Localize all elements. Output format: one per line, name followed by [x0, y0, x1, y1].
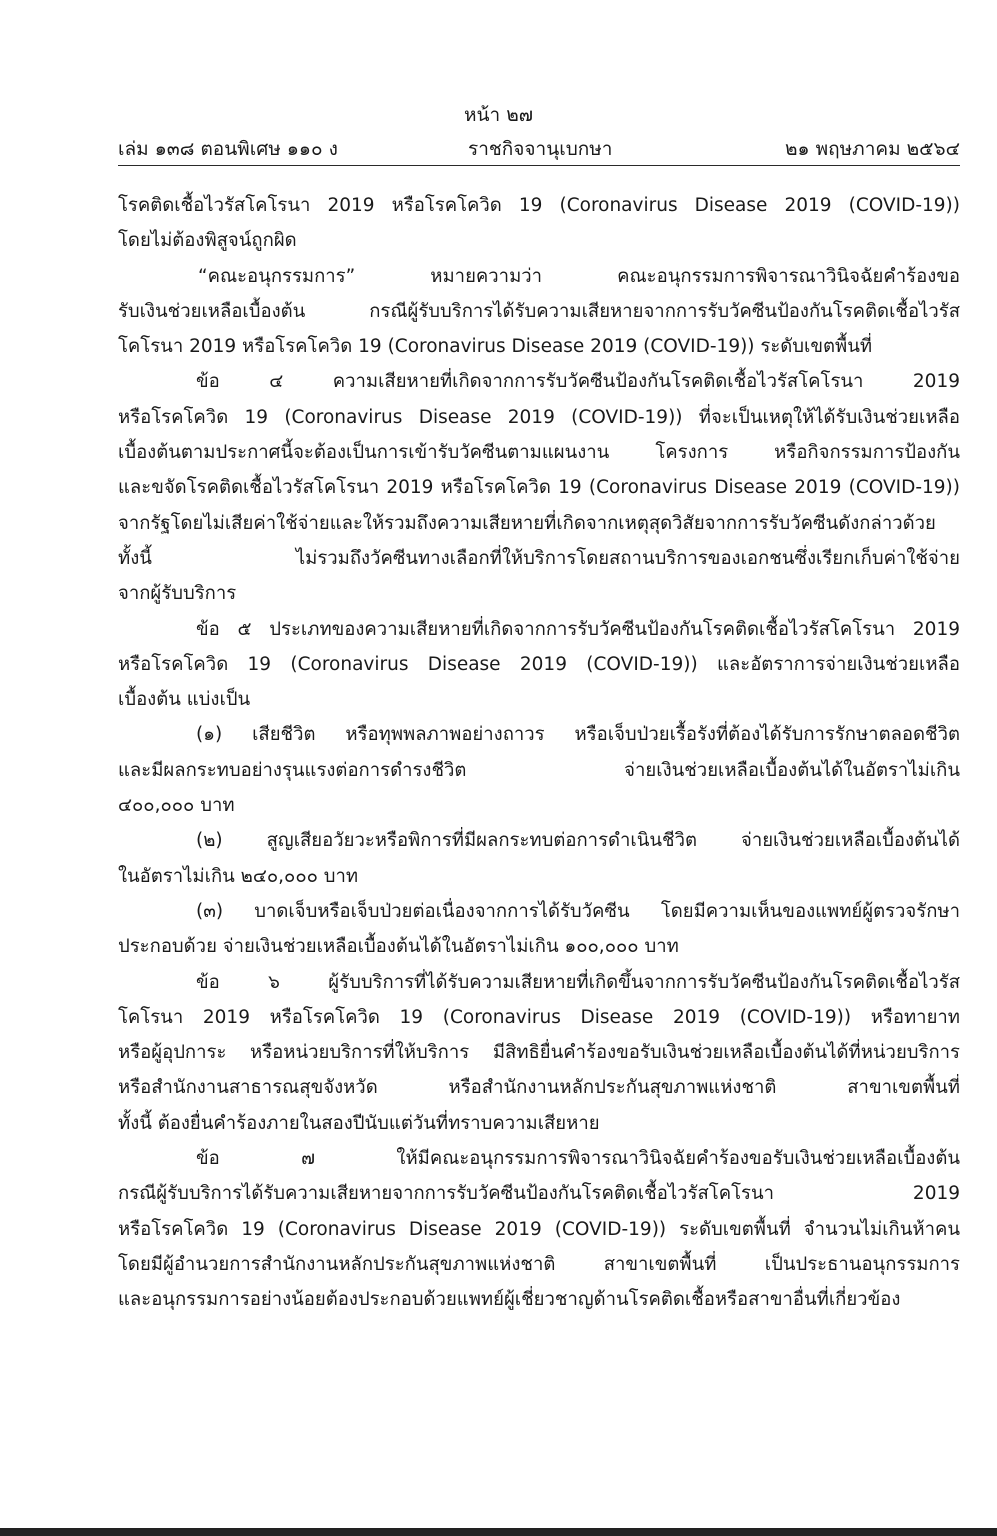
text-line: ประกอบด้วย จ่ายเงินช่วยเหลือเบื้องต้นได้ในอัตราไม่เกิน ๑๐๐,๐๐๐ บาท — [118, 936, 679, 958]
text-line: เบื้องต้นตามประกาศนี้จะต้องเป็นการเข้ารับวัคซีนตามแผนงาน โครงการ หรือกิจกรรมการป้องกัน — [118, 442, 960, 464]
text-line: รับเงินช่วยเหลือเบื้องต้น กรณีผู้รับบริการได้รับความเสียหายจากการรับวัคซีนป้องกันโรคติดเชื้อไวรัส — [118, 300, 960, 322]
header-divider — [118, 165, 960, 166]
text-line: จากรัฐโดยไม่เสียค่าใช้จ่ายและให้รวมถึงความเสียหายที่เกิดจากเหตุสุดวิสัยจากการรับวัคซีนดังกล่าวด้วย — [118, 512, 936, 534]
text-line: หรือสำนักงานสาธารณสุขจังหวัด หรือสำนักงานหลักประกันสุขภาพแห่งชาติ สาขาเขตพื้นที่ — [118, 1077, 960, 1099]
gazette-title: ราชกิจจานุเบกษา — [468, 138, 613, 160]
text-line: โคโรนา 2019 หรือโรคโควิด 19 (Coronavirus Disease 2019 (COVID-19)) หรือทายาท — [118, 1006, 960, 1028]
text-line: โดยมีผู้อำนวยการสำนักงานหลักประกันสุขภาพแห่งชาติ สาขาเขตพื้นที่ เป็นประธานอนุกรรมการ — [118, 1253, 960, 1275]
text-line: โรคติดเชื้อไวรัสโคโรนา 2019 หรือโรคโควิด 19 (Coronavirus Disease 2019 (COVID-19)) — [118, 195, 960, 216]
text-line: หรือโรคโควิด 19 (Coronavirus Disease 2019 (COVID-19)) ระดับเขตพื้นที่ จำนวนไม่เกินห้าคน — [118, 1218, 960, 1240]
text-line: (๓) บาดเจ็บหรือเจ็บป่วยต่อเนื่องจากการได้รับวัคซีน โดยมีความเห็นของแพทย์ผู้ตรวจรักษา — [196, 900, 960, 922]
text-line: โดยไม่ต้องพิสูจน์ถูกผิด — [118, 230, 297, 252]
text-line: ข้อ ๖ ผู้รับบริการที่ได้รับความเสียหายที่เกิดขึ้นจากการรับวัคซีนป้องกันโรคติดเชื้อไวรัส — [196, 971, 960, 993]
text-line: โคโรนา 2019 หรือโรคโควิด 19 (Coronavirus Disease 2019 (COVID-19)) ระดับเขตพื้นที่ — [118, 336, 873, 358]
text-line: เบื้องต้น แบ่งเป็น — [118, 689, 251, 711]
text-line: ทั้งนี้ ต้องยื่นคำร้องภายในสองปีนับแต่วันที่ทราบความเสียหาย — [118, 1112, 600, 1134]
text-line: ๔๐๐,๐๐๐ บาท — [118, 795, 235, 817]
text-line: ข้อ ๕ ประเภทของความเสียหายที่เกิดจากการรับวัคซีนป้องกันโรคติดเชื้อไวรัสโคโรนา 2019 — [196, 618, 960, 640]
text-line: (๒) สูญเสียอวัยวะหรือพิการที่มีผลกระทบต่อการดำเนินชีวิต จ่ายเงินช่วยเหลือเบื้องต้นได้ — [196, 830, 960, 852]
volume-issue: เล่ม ๑๓๘ ตอนพิเศษ ๑๑๐ ง — [118, 138, 338, 160]
scan-edge-shadow — [0, 1528, 997, 1536]
text-line: หรือโรคโควิด 19 (Coronavirus Disease 2019 (COVID-19)) ที่จะเป็นเหตุให้ได้รับเงินช่วยเหลือ — [118, 406, 960, 428]
text-line: หรือผู้อุปการะ หรือหน่วยบริการที่ให้บริการ มีสิทธิยื่นคำร้องขอรับเงินช่วยเหลือเบื้องต้นได้ที่หน่วยบริการ — [118, 1042, 960, 1064]
text-line: และขจัดโรคติดเชื้อไวรัสโคโรนา 2019 หรือโรคโควิด 19 (Coronavirus Disease 2019 (COVID-19)) — [118, 477, 960, 499]
publication-date: ๒๑ พฤษภาคม ๒๕๖๔ — [785, 138, 960, 160]
page-number: หน้า ๒๗ — [463, 104, 534, 126]
text-line: ในอัตราไม่เกิน ๒๔๐,๐๐๐ บาท — [118, 865, 359, 887]
text-line: และอนุกรรมการอย่างน้อยต้องประกอบด้วยแพทย์ผู้เชี่ยวชาญด้านโรคติดเชื้อหรือสาขาอื่นที่เกี่ยวข้อง — [118, 1289, 901, 1311]
text-line: ข้อ ๗ ให้มีคณะอนุกรรมการพิจารณาวินิจฉัยคำร้องขอรับเงินช่วยเหลือเบื้องต้น — [196, 1148, 960, 1170]
text-line: “คณะอนุกรรมการ” หมายความว่า คณะอนุกรรมการพิจารณาวินิจฉัยคำร้องขอ — [198, 265, 960, 287]
text-line: ทั้งนี้ ไม่รวมถึงวัคซีนทางเลือกที่ให้บริการโดยสถานบริการของเอกชนซึ่งเรียกเก็บค่าใช้จ่าย — [118, 547, 960, 569]
text-line: และมีผลกระทบอย่างรุนแรงต่อการดำรงชีวิต จ่ายเงินช่วยเหลือเบื้องต้นได้ในอัตราไม่เกิน — [118, 759, 960, 781]
text-line: (๑) เสียชีวิต หรือทุพพลภาพอย่างถาวร หรือเจ็บป่วยเรื้อรังที่ต้องได้รับการรักษาตลอดชีวิต — [196, 724, 960, 746]
text-line: จากผู้รับบริการ — [118, 583, 237, 605]
gazette-header — [118, 134, 960, 164]
text-line: กรณีผู้รับบริการได้รับความเสียหายจากการรับวัคซีนป้องกันโรคติดเชื้อไวรัสโคโรนา 2019 — [118, 1183, 960, 1205]
text-line: ข้อ ๔ ความเสียหายที่เกิดจากการรับวัคซีนป้องกันโรคติดเชื้อไวรัสโคโรนา 2019 — [196, 371, 960, 393]
text-line: หรือโรคโควิด 19 (Coronavirus Disease 2019 (COVID-19)) และอัตราการจ่ายเงินช่วยเหลือ — [118, 653, 960, 675]
document-body — [118, 188, 960, 1318]
